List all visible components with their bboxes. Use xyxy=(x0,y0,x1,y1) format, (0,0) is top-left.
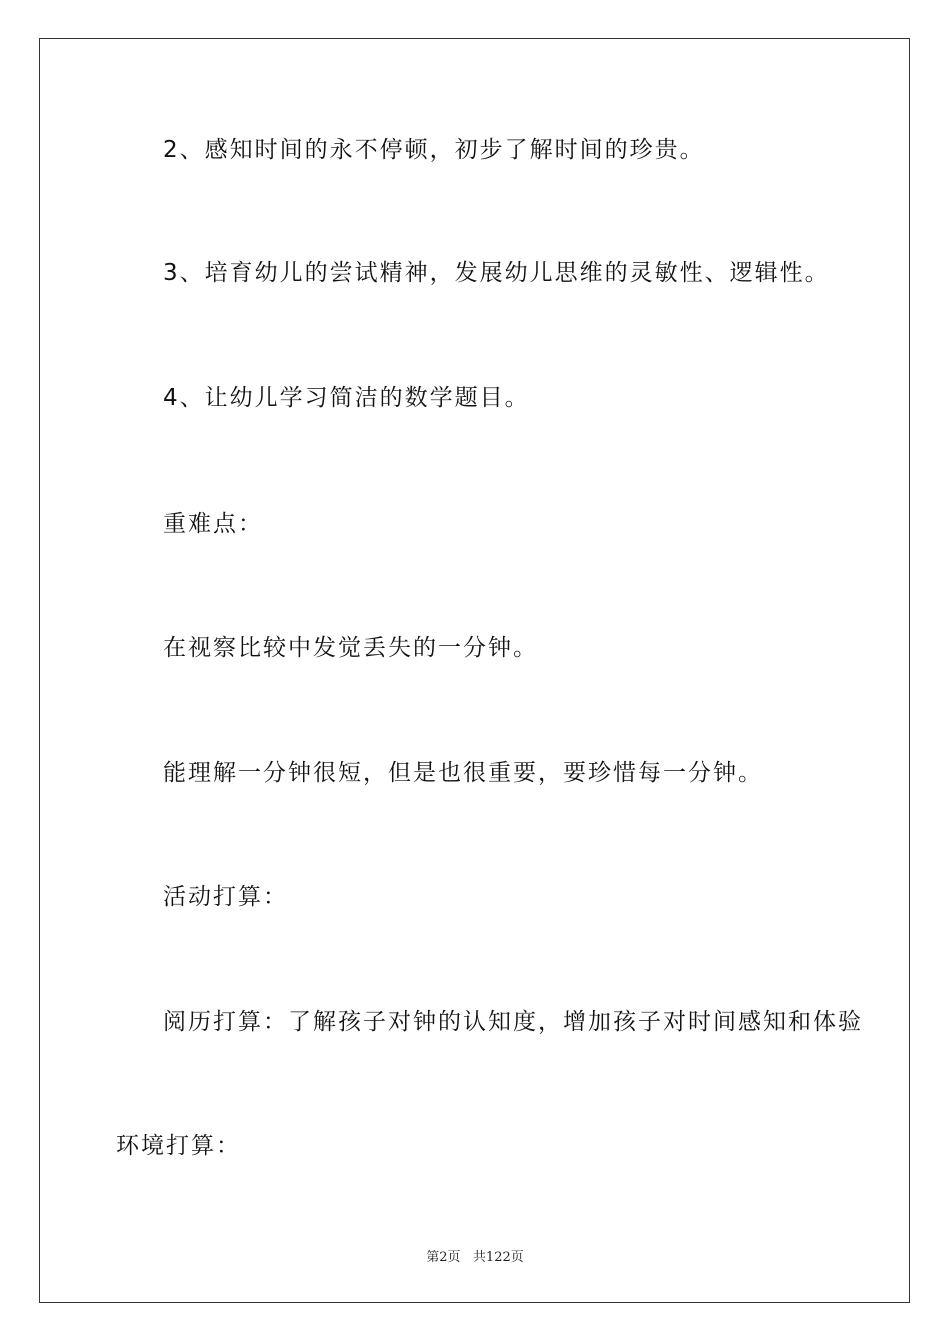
key-points-heading: 重难点： xyxy=(163,511,263,537)
activity-prep-heading: 活动打算： xyxy=(163,884,288,910)
environment-prep: 环境打算： xyxy=(116,1133,241,1159)
key-point-2: 能理解一分钟很短，但是也很重要，要珍惜每一分钟。 xyxy=(163,760,763,786)
page-frame xyxy=(39,38,910,1303)
experience-prep: 阅历打算：了解孩子对钟的认知度，增加孩子对时间感知和体验 xyxy=(163,1009,863,1035)
objective-4: 4、让幼儿学习简洁的数学题目。 xyxy=(163,385,530,411)
page-number: 第2页 共122页 xyxy=(426,1250,524,1265)
objective-3: 3、培育幼儿的尝试精神，发展幼儿思维的灵敏性、逻辑性。 xyxy=(163,260,830,286)
key-point-1: 在视察比较中发觉丢失的一分钟。 xyxy=(163,635,538,661)
objective-2: 2、感知时间的永不停顿，初步了解时间的珍贵。 xyxy=(163,137,705,163)
